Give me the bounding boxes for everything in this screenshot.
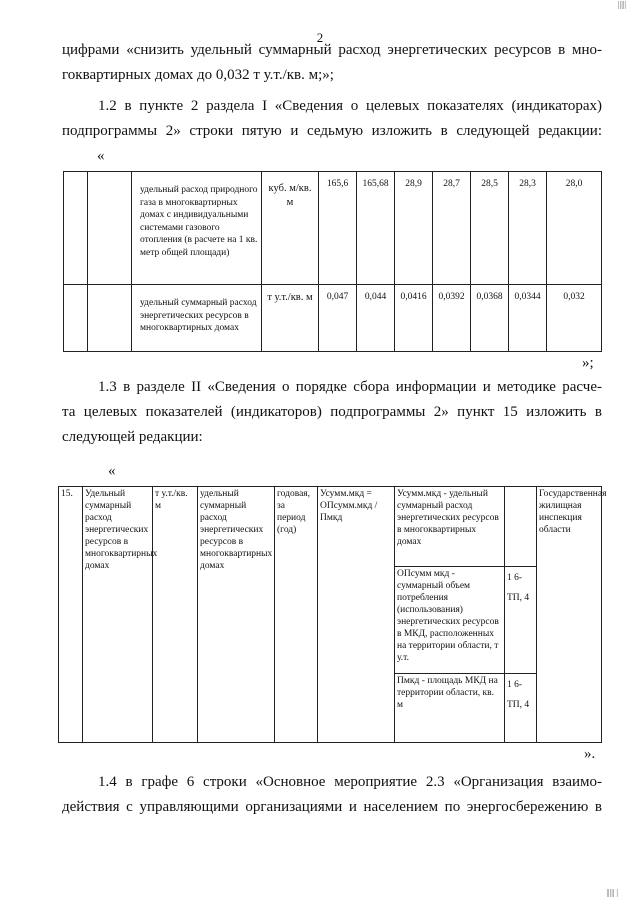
scan-mark-top: ||||| xyxy=(617,0,626,9)
quote-open-2: « xyxy=(108,463,116,479)
indicator-period: годовая, за период (год) xyxy=(275,487,318,743)
indicator-value: 28,3 xyxy=(509,172,547,285)
indicator-unit: т у.т./кв. м xyxy=(153,487,198,743)
paragraph-1-4 xyxy=(62,770,602,820)
paragraph-1-line-2: гоквартирных домах до 0,032 т у.т./кв. м;»; xyxy=(62,67,334,83)
indicator-definition: удельный суммарный расход энергетических ресурсов в многоквартирных домах xyxy=(198,487,275,743)
indicator-value: 0,0344 xyxy=(509,285,547,352)
indicator-value: 0,032 xyxy=(547,285,602,352)
indicator-unit: куб. м/кв. м xyxy=(262,172,319,285)
indicator-name: удельный суммарный расход энергетических ресурсов в многоквартирных домах xyxy=(132,285,262,352)
indicator-value: 165,68 xyxy=(357,172,395,285)
paragraph-1-2 xyxy=(62,94,602,144)
table-cell xyxy=(64,285,88,352)
indicator-name: Удельный суммарный расход энергетических ресурсов в многоквартирных домах xyxy=(83,487,153,743)
responsible-body: Государственная жилищная инспекция области xyxy=(537,487,602,743)
table-row xyxy=(64,172,602,285)
scan-mark-bottom: ||||| | xyxy=(606,888,618,897)
variable-description: Усумм.мкд - удельный суммарный расход энергетических ресурсов в многоквартирных домах xyxy=(395,487,505,567)
paragraph-1 xyxy=(62,38,602,88)
quote-open-1: « xyxy=(97,148,105,164)
table-cell xyxy=(64,172,88,285)
table-cell xyxy=(88,172,132,285)
paragraph-1-3-line-1: 1.3 в разделе II «Сведения о порядке сбора информации и методике расче- xyxy=(98,379,602,395)
indicator-value: 28,9 xyxy=(395,172,433,285)
indicators-table xyxy=(63,171,602,352)
indicator-value: 0,0392 xyxy=(433,285,471,352)
indicator-value: 28,7 xyxy=(433,172,471,285)
methodology-table xyxy=(58,486,607,743)
indicator-unit: т у.т./кв. м xyxy=(262,285,319,352)
row-number: 15. xyxy=(59,487,83,743)
paragraph-1-4-line-1: 1.4 в графе 6 строки «Основное мероприятие 2.3 «Организация взаимо- xyxy=(98,774,602,790)
paragraph-1-3-line-3: следующей редакции: xyxy=(62,429,203,445)
indicator-value: 0,047 xyxy=(319,285,357,352)
paragraph-1-3-line-2: та целевых показателей (индикаторов) подпрограммы 2» пункт 15 изложить в xyxy=(62,404,602,420)
indicator-value: 28,0 xyxy=(547,172,602,285)
variable-source: 1 6-ТП, 4 xyxy=(505,674,537,743)
variable-description: Пмкд - площадь МКД на территории области, кв. м xyxy=(395,674,505,743)
paragraph-1-3 xyxy=(62,375,602,450)
indicator-value: 28,5 xyxy=(471,172,509,285)
indicator-value: 0,044 xyxy=(357,285,395,352)
table-row xyxy=(59,487,602,567)
quote-close-1: »; xyxy=(582,355,594,371)
paragraph-1-line-1: цифрами «снизить удельный суммарный расход энергетических ресурсов в мно- xyxy=(62,42,602,58)
paragraph-1-2-line-1: 1.2 в пункте 2 раздела I «Сведения о целевых показателях (индикаторах) xyxy=(98,98,602,114)
variable-source xyxy=(505,487,537,567)
paragraph-1-4-line-2: действия с управляющими организациями и населением по энергосбережению в xyxy=(62,799,602,815)
table-row xyxy=(64,285,602,352)
indicator-formula: Усумм.мкд = ОПсумм.мкд / Пмкд xyxy=(318,487,395,743)
variable-source: 1 6-ТП, 4 xyxy=(505,567,537,674)
indicator-value: 0,0416 xyxy=(395,285,433,352)
variable-description: ОПсумм мкд - суммарный объем потребления (использования) энергетических ресурсов в МКД, расположенных на территории области, т у.т. xyxy=(395,567,505,674)
indicator-value: 0,0368 xyxy=(471,285,509,352)
indicator-value: 165,6 xyxy=(319,172,357,285)
indicator-name: удельный расход природного газа в многоквартирных домах с индивидуальными системами газового отопления (в расчете на 1 кв. метр общей площади) xyxy=(132,172,262,285)
page-number: 2 xyxy=(316,30,324,45)
quote-close-2: ». xyxy=(584,746,596,762)
paragraph-1-2-line-2: подпрограммы 2» строки пятую и седьмую изложить в следующей редакции: xyxy=(62,123,602,139)
table-cell xyxy=(88,285,132,352)
